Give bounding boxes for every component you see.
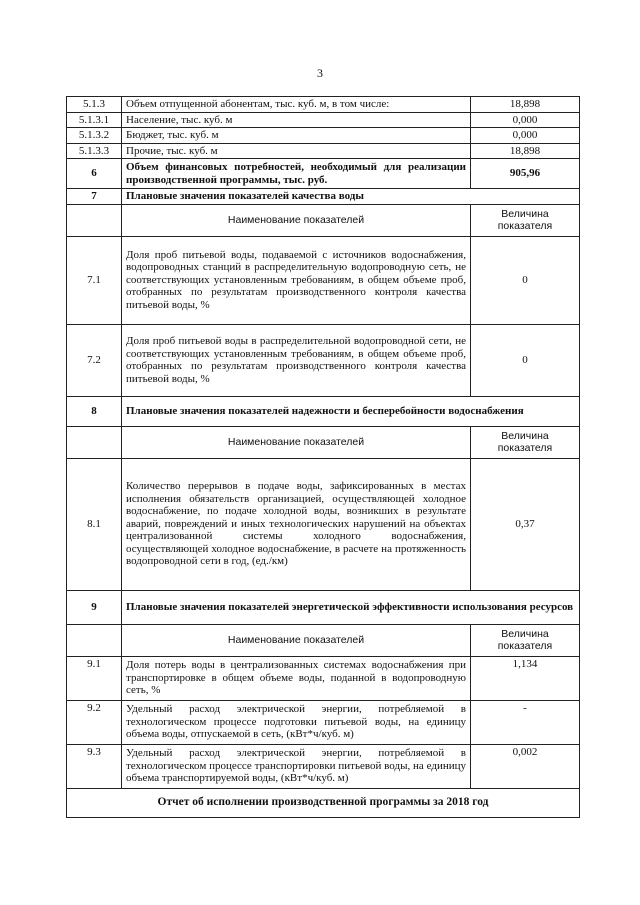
- row-value: 0: [471, 324, 580, 396]
- row-number: 9.2: [67, 700, 122, 744]
- section-title: Плановые значения показателей энергетической эффективности использования ресурсов: [122, 590, 580, 624]
- row-number: 6: [67, 159, 122, 189]
- table-row: [67, 458, 580, 590]
- column-header-name: Наименование показателей: [122, 204, 471, 236]
- row-value: 18,898: [471, 97, 580, 113]
- section-header-row: [67, 396, 580, 426]
- section-header-row: [67, 189, 580, 205]
- report-title: Отчет об исполнении производственной программы за 2018 год: [67, 788, 580, 817]
- row-number: 9.1: [67, 656, 122, 700]
- column-header-row: [67, 204, 580, 236]
- row-text: Бюджет, тыс. куб. м: [122, 128, 471, 144]
- row-text: Население, тыс. куб. м: [122, 112, 471, 128]
- row-number: 9.3: [67, 744, 122, 788]
- row-number: 7.2: [67, 324, 122, 396]
- column-header-row: [67, 624, 580, 656]
- row-text: Объем финансовых потребностей, необходимый для реализации производственной программы, тыс. руб.: [122, 159, 471, 189]
- table-row: [67, 143, 580, 159]
- row-value: -: [471, 700, 580, 744]
- row-value: 18,898: [471, 143, 580, 159]
- section-number: 7: [67, 189, 122, 205]
- row-number: 8.1: [67, 458, 122, 590]
- section-title: Плановые значения показателей качества воды: [122, 189, 580, 205]
- row-value: 1,134: [471, 656, 580, 700]
- row-value: 0,000: [471, 128, 580, 144]
- empty-cell: [67, 204, 122, 236]
- table-row: [67, 97, 580, 113]
- row-number: 5.1.3.1: [67, 112, 122, 128]
- section-header-row: [67, 590, 580, 624]
- table-row: [67, 656, 580, 700]
- row-text: Прочие, тыс. куб. м: [122, 143, 471, 159]
- column-header-name: Наименование показателей: [122, 426, 471, 458]
- row-text: Объем отпущенной абонентам, тыс. куб. м, в том числе:: [122, 97, 471, 113]
- row-number: 5.1.3.2: [67, 128, 122, 144]
- table-row: [67, 700, 580, 744]
- empty-cell: [67, 624, 122, 656]
- table-row: [67, 128, 580, 144]
- row-text: Удельный расход электрической энергии, потребляемой в технологическом процессе подготовки питьевой воды, на единицу объема воды, отпускаемой в сеть, (кВт*ч/куб. м): [122, 700, 471, 744]
- section-number: 9: [67, 590, 122, 624]
- row-value: 0,002: [471, 744, 580, 788]
- row-value: 0: [471, 236, 580, 324]
- table-row: [67, 324, 580, 396]
- section-title: Плановые значения показателей надежности и бесперебойности водоснабжения: [122, 396, 580, 426]
- empty-cell: [67, 426, 122, 458]
- row-number: 7.1: [67, 236, 122, 324]
- row-text: Доля проб питьевой воды, подаваемой с источников водоснабжения, водопроводных станций в распределительную водопроводную сеть, не соответствующих установленным требованиям, в общем объеме проб, отобранных по результатам производственного контроля качества питьевой воды, %: [122, 236, 471, 324]
- column-header-name: Наименование показателей: [122, 624, 471, 656]
- table-row: [67, 159, 580, 189]
- row-value: 905,96: [471, 159, 580, 189]
- column-header-value: Величина показателя: [471, 624, 580, 656]
- row-text: Доля потерь воды в централизованных системах водоснабжения при транспортировке в общем объеме воды, поданной в водопроводную сеть, %: [122, 656, 471, 700]
- column-header-value: Величина показателя: [471, 204, 580, 236]
- section-number: 8: [67, 396, 122, 426]
- table-row: [67, 112, 580, 128]
- row-text: Количество перерывов в подаче воды, зафиксированных в местах исполнения обязательств организацией, осуществляющей холодное водоснабжение, по подаче холодной воды, возникших в результате аварий, повреждений и иных технологических нарушений на объектах централизованной системы холодного водоснабжения, осуществляющей холодное водоснабжение, в расчете на протяженность водопроводной сети в год, (ед./км): [122, 458, 471, 590]
- page-number: 3: [317, 66, 323, 80]
- table-row: [67, 744, 580, 788]
- row-text: Удельный расход электрической энергии, потребляемой в технологическом процессе транспортировки питьевой воды, на единицу объема транспортируемой воды, (кВт*ч/куб. м): [122, 744, 471, 788]
- column-header-value: Величина показателя: [471, 426, 580, 458]
- row-value: 0,000: [471, 112, 580, 128]
- footer-row: [67, 788, 580, 817]
- row-text: Доля проб питьевой воды в распределительной водопроводной сети, не соответствующих установленным требованиям, в общем объеме проб, отобранных по результатам производственного контроля качества питьевой воды, %: [122, 324, 471, 396]
- row-number: 5.1.3.3: [67, 143, 122, 159]
- table-row: [67, 236, 580, 324]
- column-header-row: [67, 426, 580, 458]
- row-number: 5.1.3: [67, 97, 122, 113]
- indicators-table: [66, 96, 580, 818]
- row-value: 0,37: [471, 458, 580, 590]
